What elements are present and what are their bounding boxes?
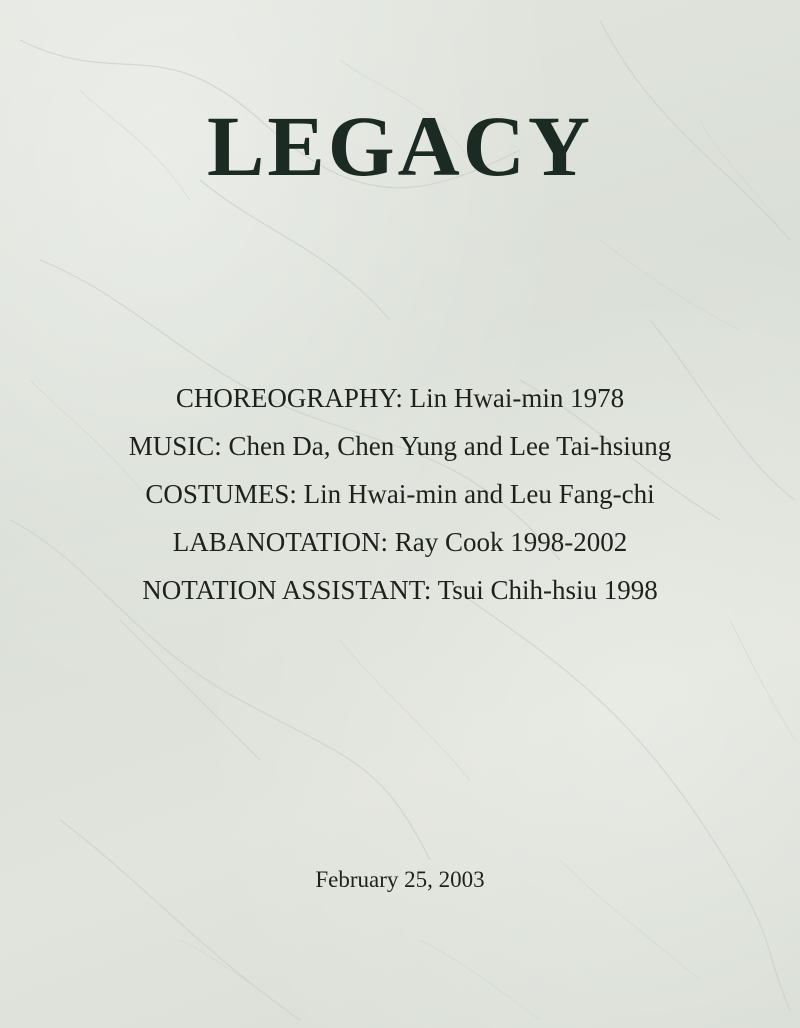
credit-labanotation: LABANOTATION: Ray Cook 1998-2002 [172,527,628,557]
credit-notation-assistant: NOTATION ASSISTANT: Tsui Chih-hsiu 1998 [142,575,658,605]
credit-music: MUSIC: Chen Da, Chen Yung and Lee Tai-hsiung [128,431,672,461]
credit-costumes: COSTUMES: Lin Hwai-min and Leu Fang-chi [145,479,655,509]
credit-choreography: CHOREOGRAPHY: Lin Hwai-min 1978 [175,383,625,413]
credits-block [0,374,800,614]
document-title: LEGACY [207,98,593,194]
document-date: February 25, 2003 [315,867,485,892]
